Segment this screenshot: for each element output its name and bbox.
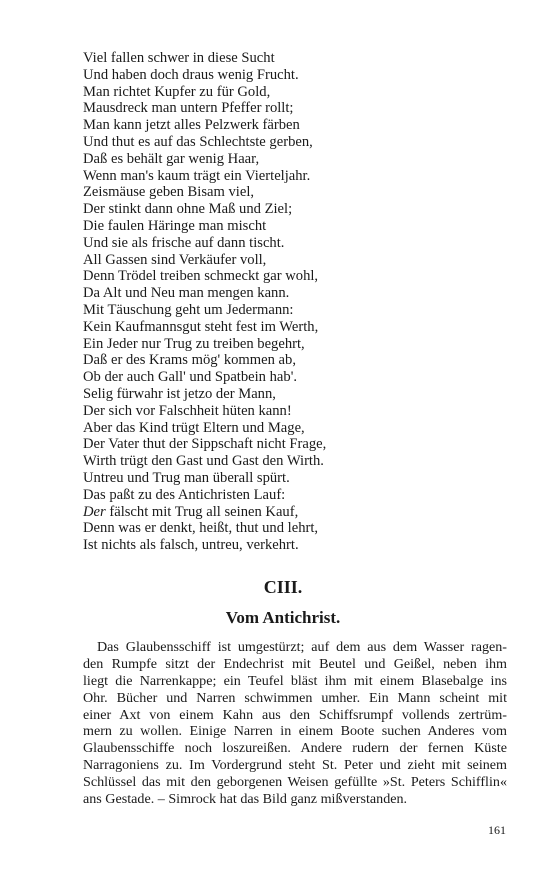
- poem-line: Denn was er denkt, heißt, thut und lehrt,: [83, 520, 319, 537]
- poem-line: Und sie als frische auf dann tischt.: [83, 234, 285, 251]
- prose-line: Schlüssel das mit den geborgenen Weisen gefüllte »St. Peters Schifflin«: [83, 774, 507, 791]
- poem-line: Und thut es auf das Schlechtste gerben,: [83, 133, 313, 150]
- prose-line: ans Gestade. – Simrock hat das Bild ganz mißverstanden.: [83, 791, 408, 808]
- prose-line: mern zu wollen. Einige Narren in einem Boote suchen Anderes vom: [83, 723, 507, 740]
- poem-line: Zeismäuse geben Bisam viel,: [83, 184, 255, 201]
- poem-line: Die faulen Häringe man mischt: [83, 217, 267, 234]
- poem-line: Denn Trödel treiben schmeckt gar wohl,: [83, 268, 319, 285]
- poem-line: [83, 504, 483, 521]
- poem-line: Ein Jeder nur Trug zu treiben begehrt,: [83, 335, 305, 352]
- poem-line: Der Vater thut der Sippschaft nicht Frage,: [83, 436, 327, 453]
- chapter-number: CIII.: [263, 577, 303, 597]
- poem-line: Viel fallen schwer in diese Sucht: [83, 50, 275, 66]
- poem-line: Ist nichts als falsch, untreu, verkehrt.: [83, 537, 299, 554]
- prose-line: liegt die Narrenkappe; ein Teufel bläst ihm mit einem Blasebalge ins: [83, 672, 507, 689]
- chapter-title: Vom Antichrist.: [225, 608, 341, 627]
- poem-line: Mausdreck man untern Pfeffer rollt;: [83, 100, 294, 117]
- page-number: 161: [488, 823, 506, 837]
- prose-line: den Rumpfe sitzt der Endechrist mit Beutel und Geißel, neben ihm: [83, 655, 507, 672]
- poem-line: Man kann jetzt alles Pelzwerk färben: [83, 117, 300, 134]
- poem-italic-word: Der: [83, 503, 106, 520]
- poem-line: Wirth trügt den Gast und Gast den Wirth.: [83, 453, 324, 470]
- poem-line: Mit Täuschung geht um Jedermann:: [83, 301, 294, 318]
- poem-line: Aber das Kind trügt Eltern und Mage,: [83, 419, 305, 436]
- prose-line: Narragoniens zu. Im Vordergrund steht St. Peter und zieht mit seinem: [83, 757, 507, 774]
- poem-line: Selig fürwahr ist jetzo der Mann,: [83, 385, 276, 402]
- poem-line: Und haben doch draus wenig Frucht.: [83, 66, 299, 83]
- poem-line: Untreu und Trug man überall spürt.: [83, 469, 290, 486]
- poem-line: Wenn man's kaum trägt ein Vierteljahr.: [83, 167, 311, 184]
- poem-line: Der stinkt dann ohne Maß und Ziel;: [83, 201, 293, 218]
- poem-line: Daß es behält gar wenig Haar,: [83, 150, 260, 167]
- prose-line: Glaubensschiffe noch loszureißen. Andere rudern der fernen Küste: [83, 740, 507, 757]
- poem-line: Der sich vor Falschheit hüten kann!: [83, 402, 292, 419]
- poem-line: Ob der auch Gall' und Spatbein hab'.: [83, 369, 297, 386]
- poem-line: Das paßt zu des Antichristen Lauf:: [83, 486, 286, 503]
- chapter-description: [83, 639, 507, 808]
- poem-line-rest: fälscht mit Trug all seinen Kauf,: [105, 503, 299, 520]
- poem-line: Man richtet Kupfer zu für Gold,: [83, 83, 271, 100]
- poem-block: [83, 50, 483, 554]
- prose-line: Ohr. Bücher und Narren schwimmen umher. Ein Mann scheint mit: [83, 689, 507, 706]
- prose-line: einer Axt von einem Kahn aus den Schiffsrumpf vollends zertrüm-: [83, 706, 507, 723]
- poem-line: Da Alt und Neu man mengen kann.: [83, 285, 290, 302]
- prose-line: Das Glaubensschiff ist umgestürzt; auf dem aus dem Wasser ragen-: [97, 639, 507, 655]
- poem-line: All Gassen sind Verkäufer voll,: [83, 251, 267, 268]
- poem-line: Kein Kaufmannsgut steht fest im Werth,: [83, 318, 319, 335]
- poem-line: Daß er des Krams mög' kommen ab,: [83, 352, 296, 369]
